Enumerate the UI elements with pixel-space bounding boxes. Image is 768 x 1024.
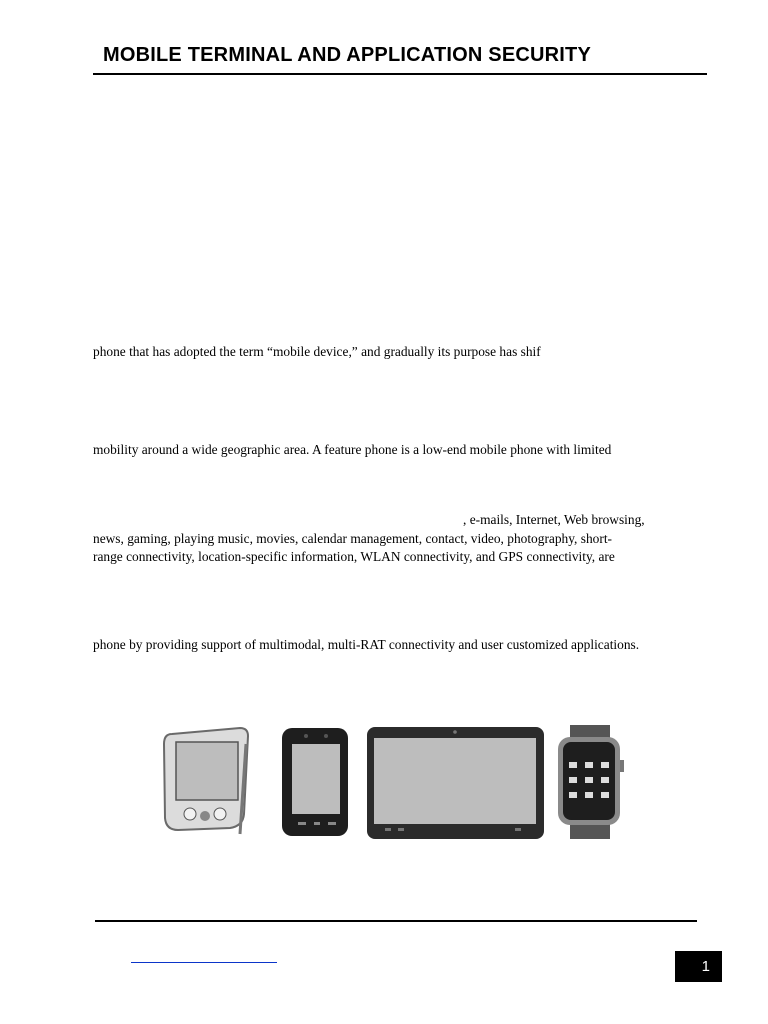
body-line-6: phone by providing support of multimodal, multi-RAT connectivity and user customized applications. bbox=[93, 637, 640, 652]
smart-watch-icon bbox=[558, 725, 624, 839]
pda-icon bbox=[164, 728, 248, 834]
body-line-1: phone that has adopted the term “mobile device,” and gradually its purpose has shif bbox=[93, 344, 541, 359]
body-line-5: range connectivity, location-specific information, WLAN connectivity, and GPS connectivity, are bbox=[93, 549, 615, 564]
header-rule bbox=[93, 73, 707, 75]
page-number: 1 bbox=[701, 958, 710, 975]
body-line-3: , e-mails, Internet, Web browsing, bbox=[463, 512, 645, 527]
mobile-devices-figure bbox=[160, 722, 625, 842]
footer-link[interactable] bbox=[131, 962, 277, 963]
page-title: MOBILE TERMINAL AND APPLICATION SECURITY bbox=[103, 44, 591, 66]
body-line-4: news, gaming, playing music, movies, calendar management, contact, video, photography, short- bbox=[93, 531, 612, 546]
body-line-2: mobility around a wide geographic area. A feature phone is a low-end mobile phone with limited bbox=[93, 442, 612, 457]
page-number-badge bbox=[675, 951, 722, 982]
feature-phone-icon bbox=[282, 728, 348, 836]
footer-rule bbox=[95, 920, 697, 922]
tablet-icon bbox=[367, 727, 544, 839]
